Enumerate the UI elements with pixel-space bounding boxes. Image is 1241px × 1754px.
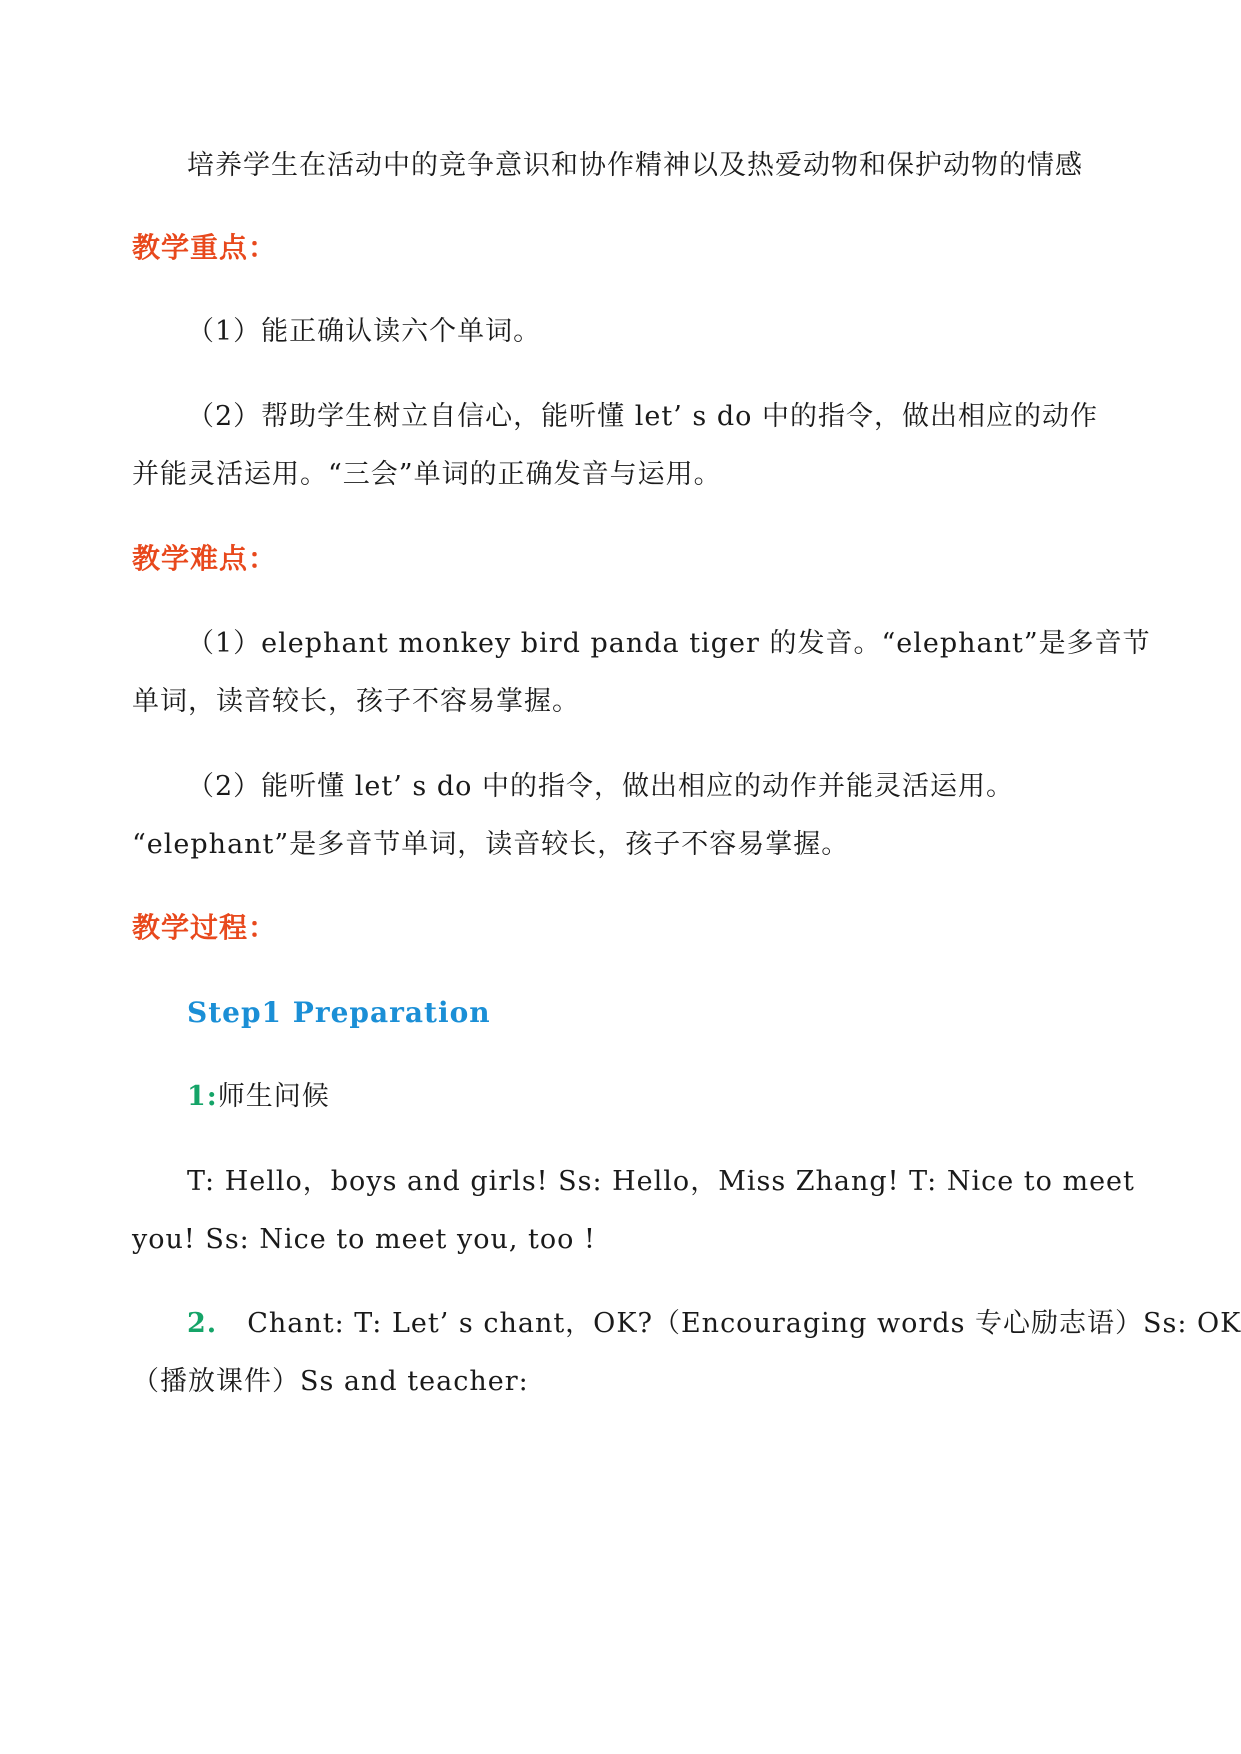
difficulty-1-line-2: 单词，读音较长，孩子不容易掌握。	[132, 686, 580, 717]
sub-step-1	[187, 1079, 330, 1115]
sub-step-2-number: 2.	[187, 1308, 218, 1339]
sub-step-2-text: Chant: T: Let’ s chant，OK?（Encouraging words 专心励志语）Ss: OK	[247, 1308, 1241, 1339]
key-points-heading: 教学重点：	[132, 231, 278, 264]
difficulty-1-line-1: （1）elephant monkey bird panda tiger 的发音。“elephant”是多音节	[187, 628, 1151, 659]
sub-step-2-line-2: （播放课件）Ss and teacher:	[132, 1366, 529, 1397]
step1-title: Step1 Preparation	[187, 996, 491, 1029]
key-point-2-line-2: 并能灵活运用。“三会”单词的正确发音与运用。	[132, 459, 722, 490]
process-heading: 教学过程：	[132, 911, 278, 944]
dialog-line-2: you! Ss: Nice to meet you, too !	[132, 1224, 596, 1255]
key-point-2-line-1: （2）帮助学生树立自信心，能听懂 let’ s do 中的指令，做出相应的动作	[187, 401, 1098, 432]
dialog-line-1: T: Hello，boys and girls! Ss: Hello，Miss Zhang! T: Nice to meet	[187, 1166, 1135, 1197]
sub-step-1-number: 1:	[187, 1081, 218, 1112]
difficulties-heading: 教学难点：	[132, 542, 278, 575]
difficulty-2-line-1: （2）能听懂 let’ s do 中的指令，做出相应的动作并能灵活运用。	[187, 771, 1014, 802]
sub-step-2-line-1	[187, 1306, 1241, 1342]
difficulty-2-line-2: “elephant”是多音节单词，读音较长，孩子不容易掌握。	[132, 829, 850, 860]
sub-step-1-text: 师生问候	[217, 1081, 330, 1112]
objective-line: 培养学生在活动中的竞争意识和协作精神以及热爱动物和保护动物的情感	[187, 150, 1083, 181]
key-point-1: （1）能正确认读六个单词。	[187, 316, 542, 347]
